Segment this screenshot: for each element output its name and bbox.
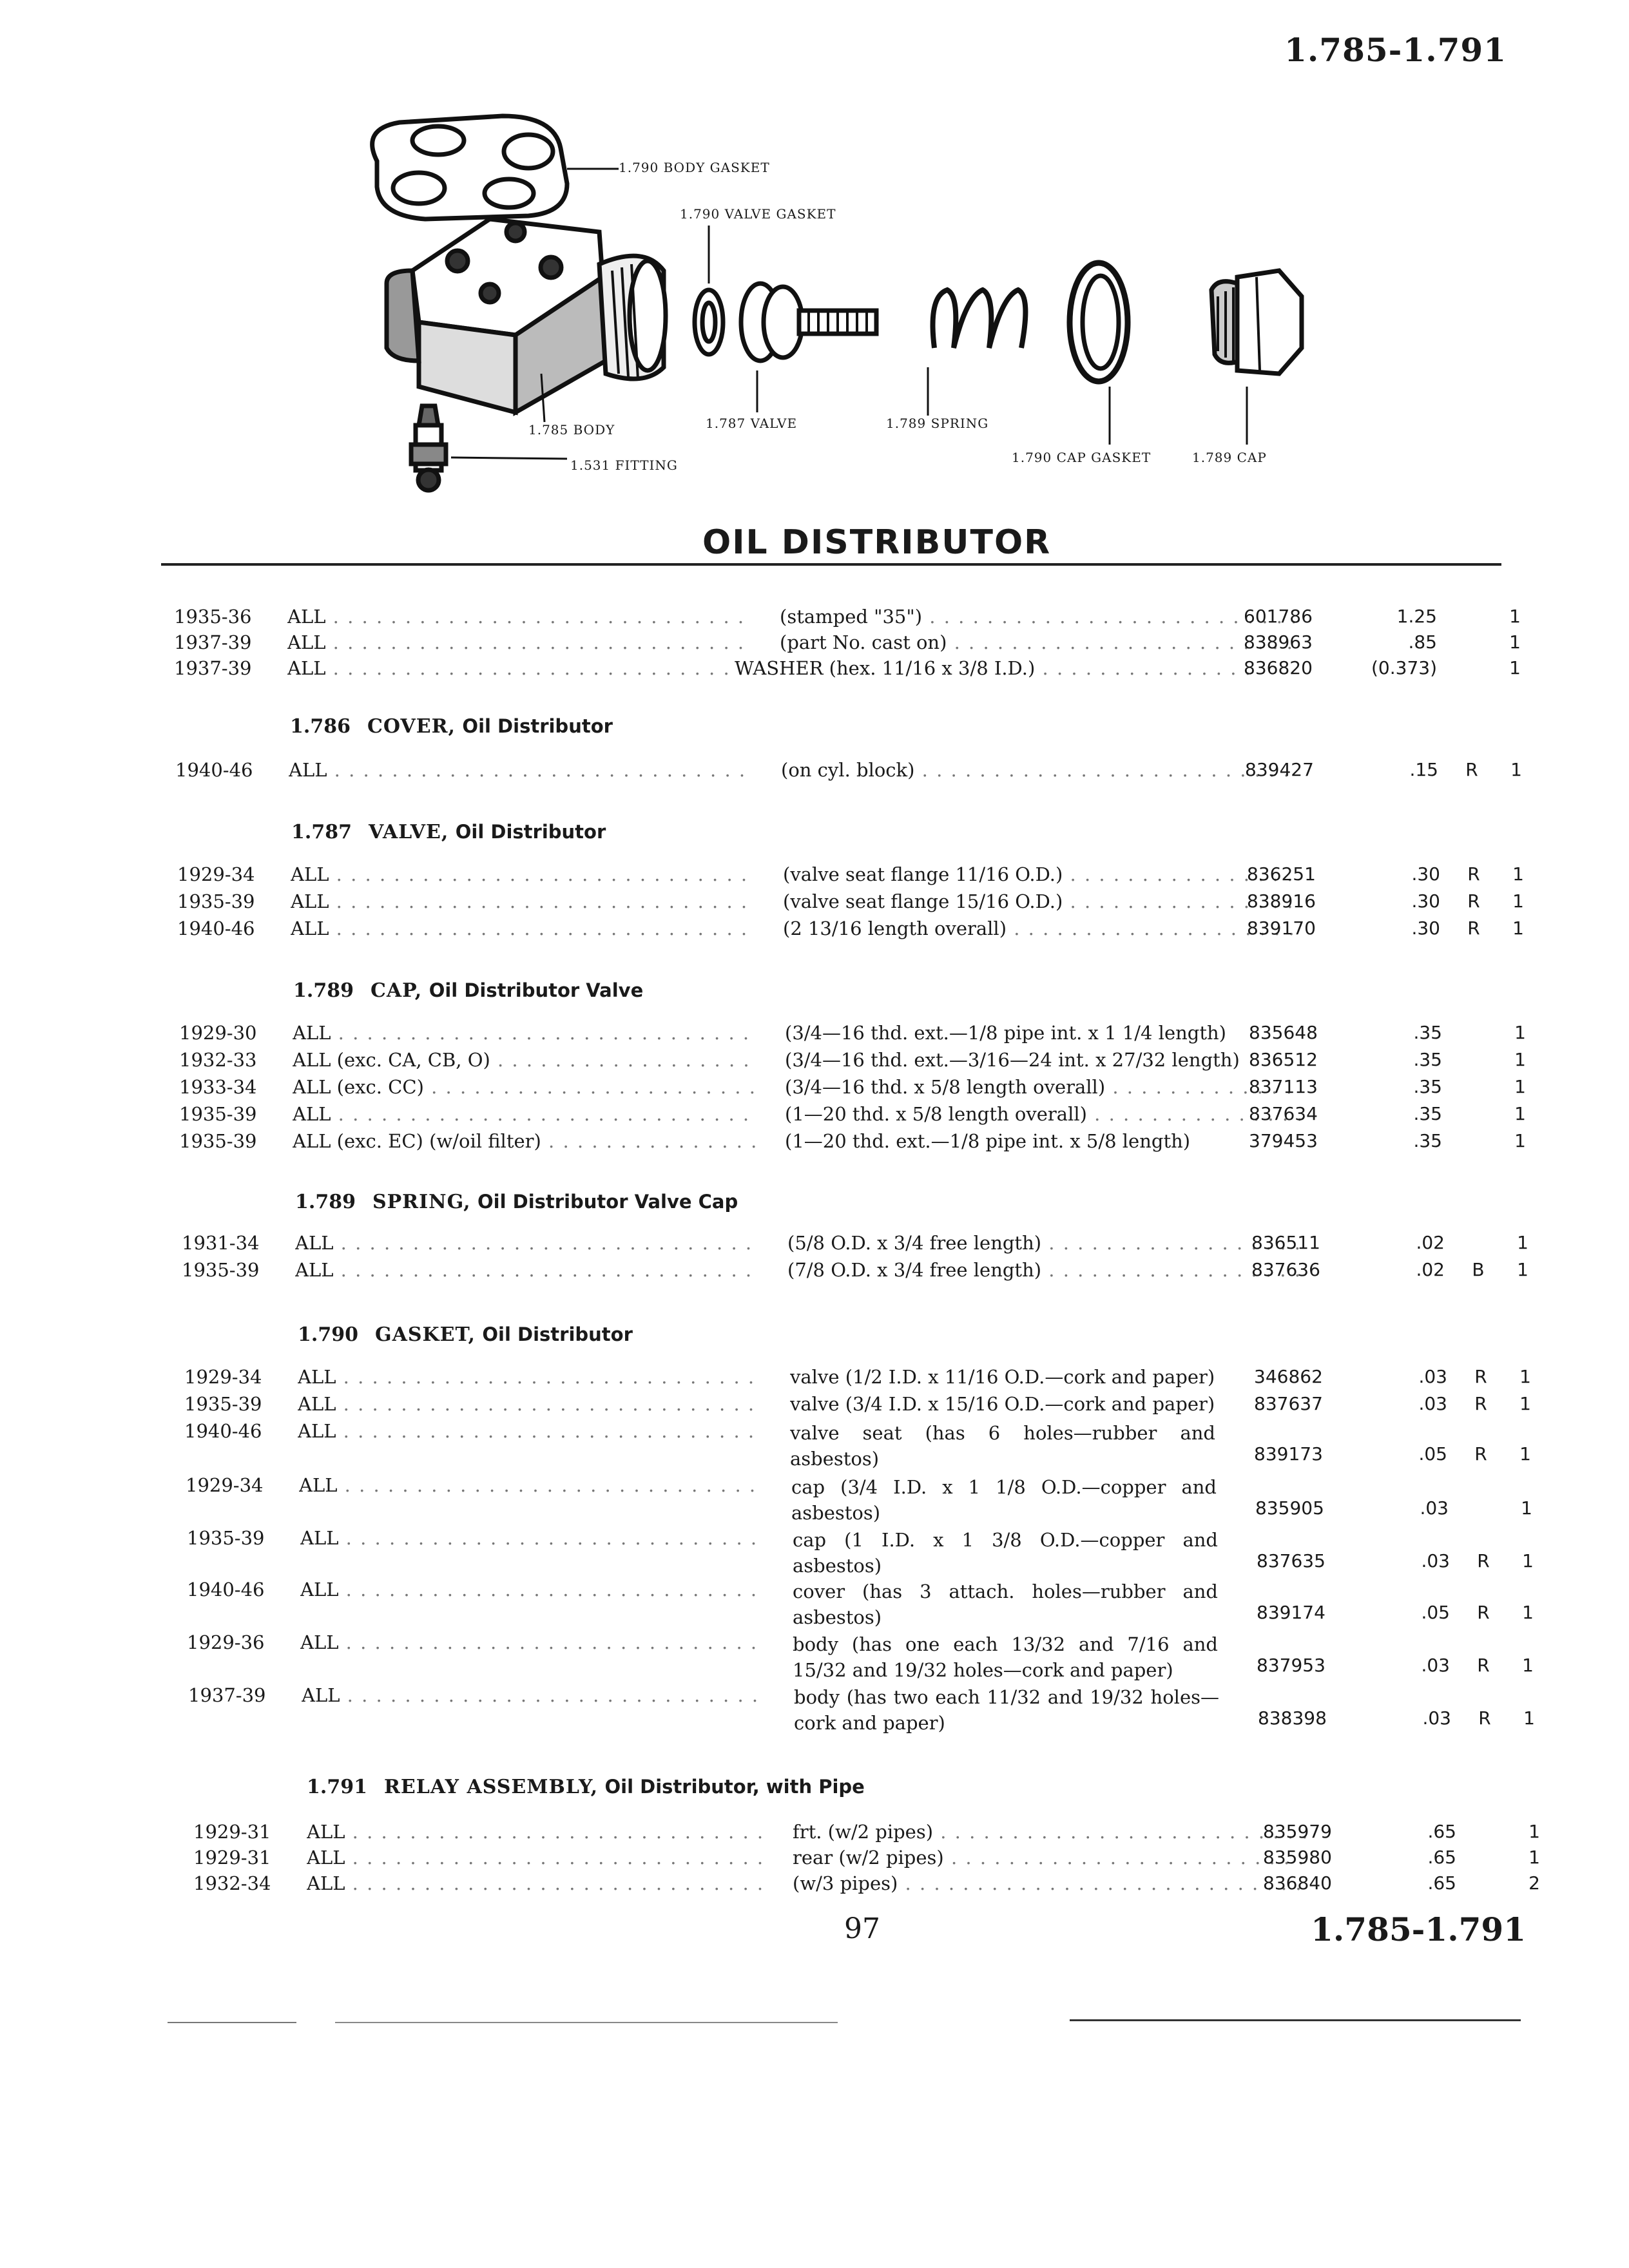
section-number: 1.791 [307,1776,367,1798]
row-model: ALL . . . [298,1393,762,1415]
row-quantity: 1 [1512,863,1524,885]
row-quantity: 1 [1514,1076,1526,1097]
row-quantity: 1 [1514,1130,1526,1151]
row-part-number: 836840 [1263,1872,1332,1894]
footer-rule [335,2022,838,2023]
row-part-number: 838916 [1247,890,1316,912]
row-year: 1935-39 [179,1130,257,1152]
row-part-number: 838398 [1258,1707,1327,1729]
row-price: .15 [1409,759,1438,780]
row-part-number: 839170 [1247,918,1316,939]
row-description: (on cyl. block) . . . [781,759,1296,781]
row-part-number: 839427 [1245,759,1314,780]
row-description: (3/4—16 thd. ext.—3/16—24 int. x 27/32 length) [785,1049,1240,1071]
section-heading-cap [293,979,643,1002]
row-price: .35 [1413,1103,1442,1124]
row-part-number: 837953 [1257,1655,1325,1676]
row-part-number: 835979 [1263,1821,1332,1842]
page-number: 97 [844,1912,880,1945]
row-description: (valve seat flange 11/16 O.D.) . . . [783,863,1298,885]
row-model: ALL (exc. CA, CB, O) . . . [293,1049,757,1071]
callout-cap-gasket: 1.790 CAP GASKET [1012,450,1152,465]
row-flag: R [1477,1550,1490,1571]
row-year: 1933-34 [179,1076,257,1098]
row-part-number: 836820 [1244,657,1313,678]
row-model: ALL . . . [302,1684,766,1706]
row-part-number: 837635 [1257,1550,1325,1571]
section-subtitle: Oil Distributor Valve [429,979,644,1001]
row-year: 1940-46 [184,1420,262,1442]
row-year: 1929-34 [177,863,255,885]
row-part-number: 839174 [1257,1602,1325,1623]
row-price: .65 [1427,1847,1456,1868]
row-description: cover (has 3 attach. holes—rubber and asbestos) [793,1581,1218,1628]
row-price: .05 [1421,1602,1450,1623]
row-year: 1929-30 [179,1022,257,1044]
row-part-number: 838963 [1244,631,1313,653]
row-description: (part No. cast on) . . . [780,631,1295,653]
section-number: 1.787 [291,821,352,843]
row-model: ALL . . . [295,1232,759,1254]
row-part-number: 601786 [1244,606,1313,627]
row-flag: R [1467,918,1480,939]
row-model: ALL . . . [291,890,755,912]
row-price: .03 [1421,1550,1450,1571]
row-year: 1932-33 [179,1049,257,1071]
row-model: ALL . . . [287,606,751,628]
row-quantity: 1 [1528,1847,1540,1868]
section-subtitle: Oil Distributor, with Pipe [604,1776,865,1798]
row-year: 1929-36 [187,1631,265,1653]
row-flag: R [1477,1655,1490,1676]
row-description: (stamped "35") . . . [780,606,1295,628]
section-heading-relay-assembly [307,1776,865,1798]
row-part-number: 346862 [1254,1366,1323,1387]
row-price: .65 [1427,1872,1456,1894]
row-part-number: 837113 [1249,1076,1318,1097]
row-quantity: 1 [1522,1655,1534,1676]
row-quantity: 1 [1509,606,1521,627]
row-part-number: 836511 [1251,1232,1320,1253]
page-header-range: 1.785-1.791 [1284,31,1507,69]
row-model: ALL . . . [293,1103,757,1125]
row-price: .35 [1413,1049,1442,1070]
callout-cap: 1.789 CAP [1192,450,1267,465]
row-description: (1—20 thd. ext.—1/8 pipe int. x 5/8 length) [785,1130,1191,1152]
row-model: ALL . . . [298,1420,762,1442]
row-quantity: 1 [1512,890,1524,912]
title-rule [161,563,1501,566]
row-description: valve (1/2 I.D. x 11/16 O.D.—cork and paper) [790,1366,1215,1388]
row-part-number: 837634 [1249,1103,1318,1124]
row-description: body (has two each 11/32 and 19/32 holes—cork and paper) [794,1686,1219,1734]
row-quantity: 1 [1519,1393,1531,1414]
section-name: GASKET, [374,1323,476,1346]
row-price: .03 [1420,1497,1449,1519]
row-price: 1.25 [1396,606,1437,627]
row-year: 1937-39 [174,657,252,679]
row-quantity: 1 [1521,1497,1532,1519]
row-quantity: 1 [1528,1821,1540,1842]
row-quantity: 1 [1509,657,1521,678]
row-year: 1929-34 [186,1474,264,1496]
row-year: 1937-39 [188,1684,266,1706]
callout-valve-gasket: 1.790 VALVE GASKET [680,206,836,222]
row-year: 1940-46 [177,918,255,939]
section-heading-valve [291,821,606,843]
row-description: body (has one each 13/32 and 7/16 and 15/32 and 19/32 holes—cork and paper) [793,1633,1218,1681]
row-model: ALL . . . [287,657,751,679]
row-description: valve (3/4 I.D. x 15/16 O.D.—cork and paper) [790,1393,1215,1415]
row-year: 1940-46 [187,1579,265,1600]
row-year: 1929-31 [193,1821,271,1843]
row-price: .03 [1422,1707,1451,1729]
row-part-number: 839173 [1254,1443,1323,1465]
section-subtitle: Oil Distributor Valve Cap [477,1191,738,1213]
row-flag: B [1472,1259,1485,1280]
row-description: WASHER (hex. 11/16 x 3/8 I.D.) . . . [735,657,1250,679]
row-model: ALL . . . [287,631,751,653]
row-year: 1935-39 [179,1103,257,1125]
row-price: .30 [1411,918,1440,939]
row-flag: R [1467,863,1480,885]
row-flag: R [1477,1602,1490,1623]
row-description: (w/3 pipes) . . . [793,1872,1308,1894]
row-quantity: 2 [1528,1872,1540,1894]
section-subtitle: Oil Distributor [462,715,613,737]
row-part-number: 835905 [1255,1497,1324,1519]
row-year: 1940-46 [175,759,253,781]
row-part-number: 836251 [1247,863,1316,885]
page-title: OIL DISTRIBUTOR [702,523,1052,562]
row-part-number: 837637 [1254,1393,1323,1414]
row-flag: R [1478,1707,1491,1729]
row-model: ALL . . . [300,1579,764,1600]
oil-distributor-diagram [0,0,1629,515]
row-description: (5/8 O.D. x 3/4 free length) . . . [787,1232,1303,1254]
row-part-number: 836512 [1249,1049,1318,1070]
row-price: .85 [1408,631,1437,653]
row-price: .03 [1418,1393,1447,1414]
row-price: (0.373) [1371,657,1437,678]
row-quantity: 1 [1519,1443,1531,1465]
row-model: ALL . . . [293,1022,757,1044]
row-quantity: 1 [1509,631,1521,653]
row-model: ALL . . . [291,918,755,939]
row-flag: R [1474,1366,1487,1387]
callout-body-gasket: 1.790 BODY GASKET [619,160,770,175]
row-description: valve seat (has 6 holes—rubber and asbestos) [790,1422,1215,1470]
section-heading-cover [290,715,613,738]
section-name: COVER, [367,715,456,738]
row-model: ALL . . . [307,1847,771,1869]
footer-rule [168,2022,296,2023]
row-year: 1935-39 [182,1259,260,1281]
row-price: .35 [1413,1022,1442,1043]
row-price: .35 [1413,1130,1442,1151]
section-number: 1.790 [298,1323,358,1346]
section-number: 1.786 [290,715,351,738]
row-part-number: 379453 [1249,1130,1318,1151]
row-model: ALL . . . [298,1366,762,1388]
row-price: .02 [1416,1259,1445,1280]
row-price: .02 [1416,1232,1445,1253]
section-name: VALVE, [368,821,449,843]
row-flag: R [1467,890,1480,912]
row-flag: R [1474,1443,1487,1465]
row-year: 1929-34 [184,1366,262,1388]
row-model: ALL . . . [307,1821,771,1843]
row-flag: R [1474,1393,1487,1414]
row-quantity: 1 [1523,1707,1535,1729]
row-model: ALL (exc. CC) . . . [293,1076,757,1098]
row-model: ALL . . . [289,759,753,781]
row-description: (1—20 thd. x 5/8 length overall) . . . [785,1103,1300,1125]
row-description: cap (3/4 I.D. x 1 1/8 O.D.—copper and asbestos) [791,1476,1217,1524]
row-quantity: 1 [1510,759,1522,780]
row-quantity: 1 [1514,1103,1526,1124]
row-model: ALL . . . [300,1631,764,1653]
section-heading-gasket [298,1323,633,1346]
section-number: 1.789 [293,979,354,1002]
row-description: frt. (w/2 pipes) . . . [793,1821,1308,1843]
row-quantity: 1 [1517,1232,1528,1253]
row-description: (3/4—16 thd. ext.—1/8 pipe int. x 1 1/4 length) [785,1022,1226,1044]
callout-fitting: 1.531 FITTING [570,457,678,473]
section-heading-spring [295,1191,738,1213]
row-price: .30 [1411,890,1440,912]
row-price: .30 [1411,863,1440,885]
section-name: RELAY ASSEMBLY, [383,1776,599,1798]
row-year: 1937-39 [174,631,252,653]
row-quantity: 1 [1514,1049,1526,1070]
row-quantity: 1 [1522,1550,1534,1571]
row-price: .03 [1421,1655,1450,1676]
row-model: ALL . . . [307,1872,771,1894]
row-description: (3/4—16 thd. x 5/8 length overall) . . . [785,1076,1300,1098]
row-description: (7/8 O.D. x 3/4 free length) . . . [787,1259,1303,1281]
row-model: ALL . . . [299,1474,763,1496]
row-year: 1935-36 [174,606,252,628]
section-subtitle: Oil Distributor [482,1323,633,1345]
row-quantity: 1 [1512,918,1524,939]
row-price: .65 [1427,1821,1456,1842]
footer-rule [1070,2019,1521,2021]
row-part-number: 835980 [1263,1847,1332,1868]
row-year: 1929-31 [193,1847,271,1869]
row-year: 1935-39 [184,1393,262,1415]
row-quantity: 1 [1514,1022,1526,1043]
row-year: 1931-34 [182,1232,260,1254]
row-price: .05 [1418,1443,1447,1465]
row-year: 1935-39 [177,890,255,912]
row-quantity: 1 [1517,1259,1528,1280]
row-price: .03 [1418,1366,1447,1387]
section-name: CAP, [370,979,423,1002]
row-description: (valve seat flange 15/16 O.D.) . . . [783,890,1298,912]
callout-spring: 1.789 SPRING [886,416,989,431]
section-subtitle: Oil Distributor [455,821,606,843]
row-description: rear (w/2 pipes) . . . [793,1847,1308,1869]
row-year: 1935-39 [187,1527,265,1549]
row-quantity: 1 [1519,1366,1531,1387]
row-part-number: 835648 [1249,1022,1318,1043]
callout-body: 1.785 BODY [528,422,615,437]
row-model: ALL . . . [295,1259,759,1281]
row-model: ALL . . . [300,1527,764,1549]
row-price: .35 [1413,1076,1442,1097]
callout-valve: 1.787 VALVE [706,416,798,431]
section-name: SPRING, [372,1191,471,1213]
row-quantity: 1 [1522,1602,1534,1623]
row-flag: R [1465,759,1478,780]
row-year: 1932-34 [193,1872,271,1894]
section-number: 1.789 [295,1191,356,1213]
row-description: (2 13/16 length overall) . . . [783,918,1298,939]
row-part-number: 837636 [1251,1259,1320,1280]
row-model: ALL . . . [291,863,755,885]
row-model: ALL (exc. EC) (w/oil filter) . . . [293,1130,757,1152]
row-description: cap (1 I.D. x 1 3/8 O.D.—copper and asbestos) [793,1529,1218,1577]
page-footer-range: 1.785-1.791 [1311,1910,1526,1948]
